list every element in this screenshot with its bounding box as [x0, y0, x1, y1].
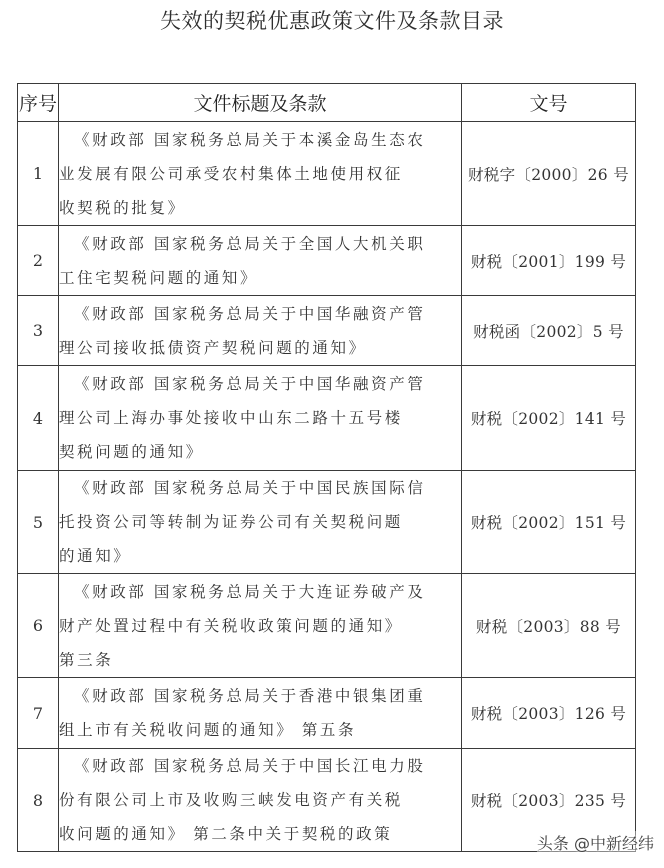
row-document-number: 财税〔2003〕88 号	[462, 574, 636, 678]
table-row	[18, 471, 636, 574]
header-document-title: 文件标题及条款	[59, 84, 462, 122]
title-line: 契税问题的通知》	[59, 443, 204, 461]
title-line: 的通知》	[59, 547, 132, 565]
row-document-number: 财税〔2003〕126 号	[462, 678, 636, 749]
table-row	[18, 366, 636, 471]
row-document-number: 财税〔2003〕235 号	[462, 749, 636, 852]
row-serial-number: 8	[18, 749, 59, 852]
title-line: 份有限公司上市及收购三峡发电资产有关税	[59, 791, 403, 809]
table-row	[18, 122, 636, 226]
row-document-number: 财税〔2002〕141 号	[462, 366, 636, 471]
title-line: 《财政部 国家税务总局关于香港中银集团重	[74, 687, 426, 705]
title-line: 工住宅契税问题的通知》	[59, 268, 259, 287]
table-row	[18, 296, 636, 366]
title-line: 《财政部 国家税务总局关于全国人大机关职	[74, 234, 426, 253]
title-line: 《财政部 国家税务总局关于中国华融资产管	[74, 375, 426, 393]
table-row	[18, 678, 636, 749]
title-line: 组上市有关税收问题的通知》 第五条	[59, 721, 357, 739]
title-line: 理公司接收抵债资产契税问题的通知》	[59, 338, 367, 357]
policy-table	[17, 83, 636, 852]
title-line: 收问题的通知》 第二条中关于契税的政策	[59, 825, 393, 843]
title-line: 《财政部 国家税务总局关于中国民族国际信	[74, 479, 426, 497]
row-serial-number: 1	[18, 122, 59, 226]
row-document-number: 财税〔2001〕199 号	[462, 226, 636, 296]
row-serial-number: 2	[18, 226, 59, 296]
title-line: 理公司上海办事处接收中山东二路十五号楼	[59, 409, 403, 427]
row-serial-number: 3	[18, 296, 59, 366]
header-serial-number: 序号	[18, 84, 59, 122]
row-document-title	[59, 122, 462, 226]
header-document-number: 文号	[462, 84, 636, 122]
title-line: 第三条	[59, 650, 114, 669]
row-document-number: 财税字〔2000〕26 号	[462, 122, 636, 226]
row-document-title	[59, 749, 462, 852]
title-line: 《财政部 国家税务总局关于本溪金岛生态农	[74, 130, 426, 149]
title-line: 财产处置过程中有关税收政策问题的通知》	[59, 616, 403, 635]
watermark: 头条 @中新经纬	[537, 831, 654, 854]
row-document-title	[59, 366, 462, 471]
row-serial-number: 5	[18, 471, 59, 574]
document-title: 失效的契税优惠政策文件及条款目录	[160, 9, 504, 33]
title-line: 《财政部 国家税务总局关于中国长江电力股	[74, 757, 426, 775]
row-serial-number: 6	[18, 574, 59, 678]
row-serial-number: 7	[18, 678, 59, 749]
title-line: 托投资公司等转制为证券公司有关契税问题	[59, 513, 403, 531]
row-serial-number: 4	[18, 366, 59, 471]
row-document-number: 财税〔2002〕151 号	[462, 471, 636, 574]
row-document-number: 财税函〔2002〕5 号	[462, 296, 636, 366]
title-line: 《财政部 国家税务总局关于中国华融资产管	[74, 304, 426, 323]
table-row	[18, 574, 636, 678]
row-document-title	[59, 226, 462, 296]
title-line: 收契税的批复》	[59, 198, 186, 217]
row-document-title	[59, 471, 462, 574]
row-document-title	[59, 574, 462, 678]
title-line: 业发展有限公司承受农村集体土地使用权征	[59, 164, 403, 183]
row-document-title	[59, 678, 462, 749]
table-row	[18, 226, 636, 296]
row-document-title	[59, 296, 462, 366]
title-line: 《财政部 国家税务总局关于大连证券破产及	[74, 582, 426, 601]
table-header-row	[18, 84, 636, 122]
